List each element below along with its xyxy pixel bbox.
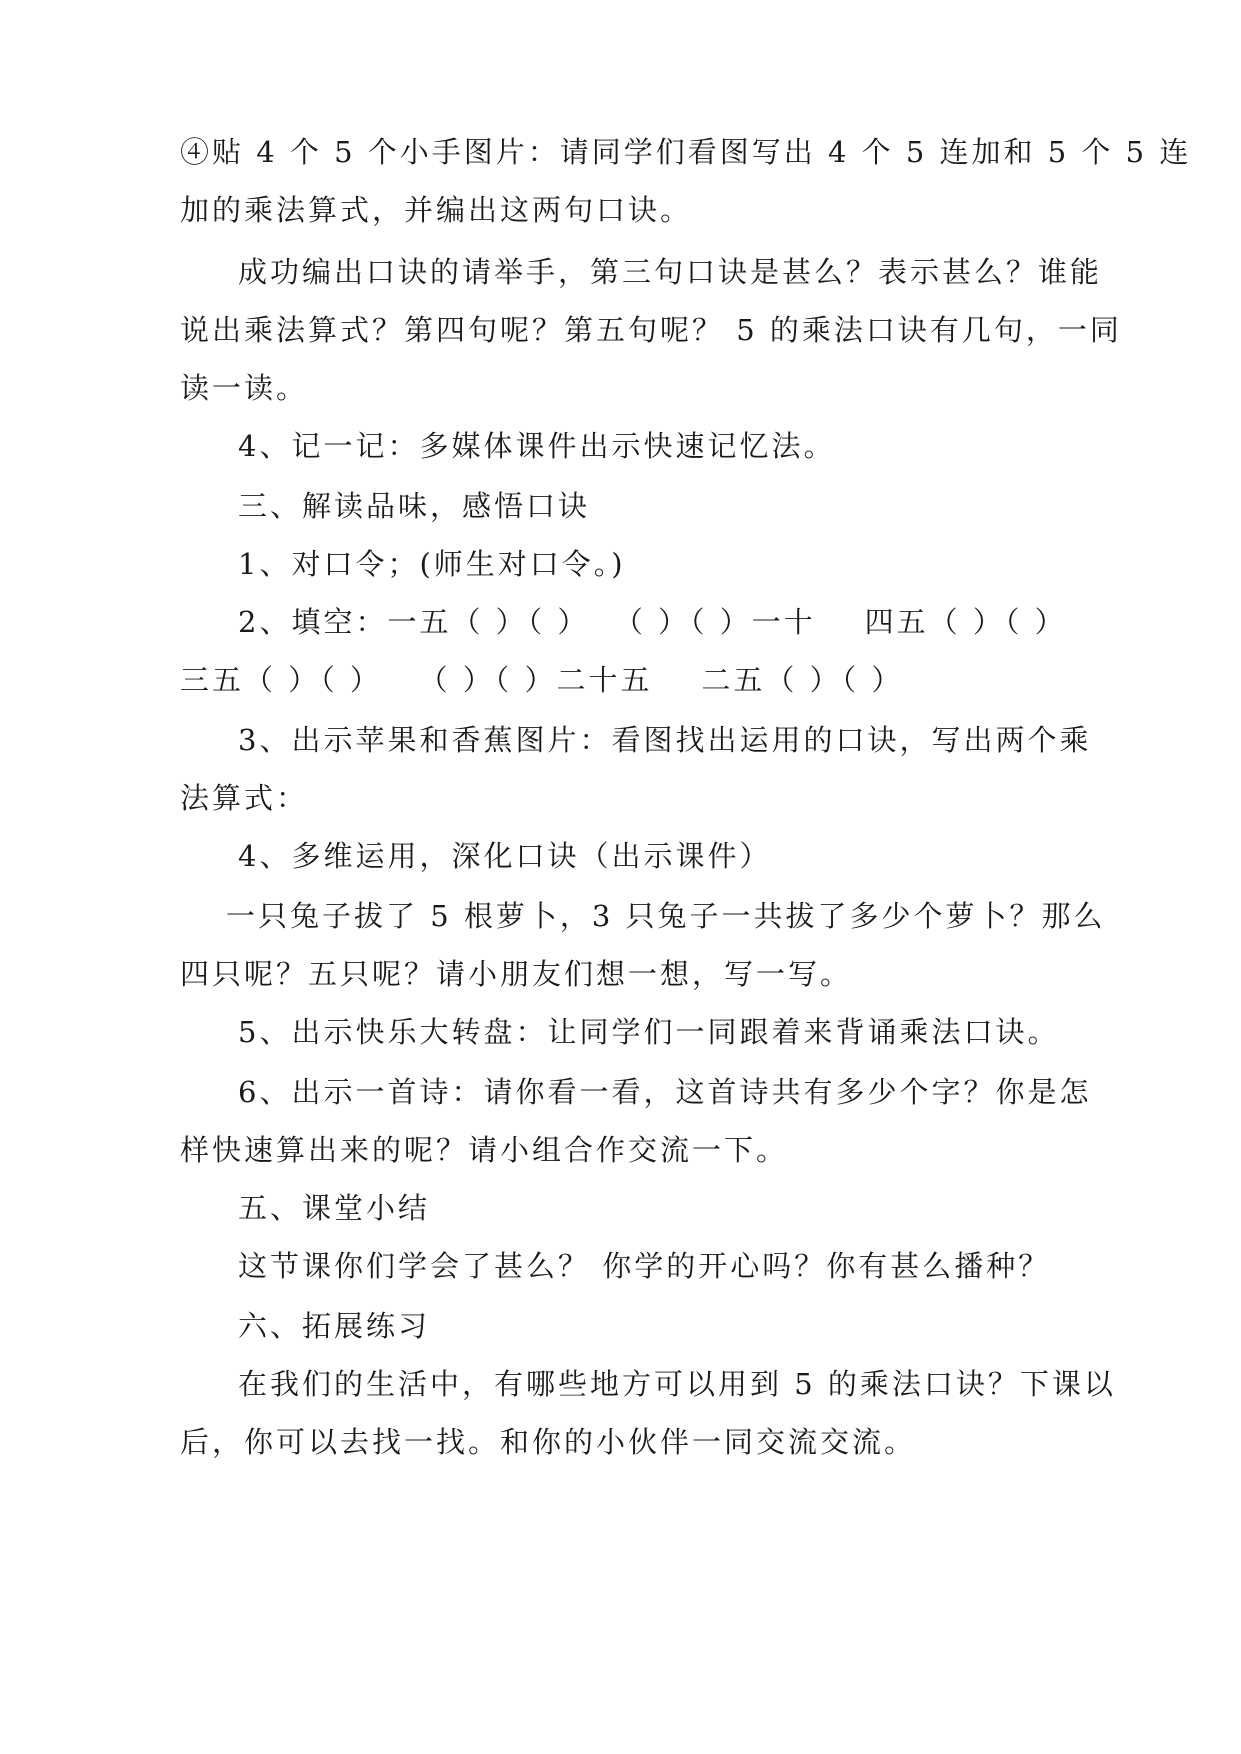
- paragraph-line: 样快速算出来的呢？请小组合作交流一下。: [180, 1133, 789, 1167]
- paragraph-line: 6、出示一首诗：请你看一看，这首诗共有多少个字？你是怎: [238, 1075, 1092, 1109]
- section-heading: 三、解读品味，感悟口诀: [238, 489, 591, 523]
- section-heading: 六、拓展练习: [238, 1309, 431, 1343]
- paragraph-line: ④贴 4 个 5 个小手图片：请同学们看图写出 4 个 5 连加和 5 个 5 连: [180, 135, 1192, 169]
- paragraph-line: 四只呢？五只呢？请小朋友们想一想，写一写。: [180, 957, 853, 991]
- paragraph-line: 在我们的生活中，有哪些地方可以用到 5 的乘法口诀？下课以: [238, 1367, 1116, 1401]
- paragraph-line: 读一读。: [180, 371, 309, 405]
- paragraph-line: 法算式：: [180, 781, 309, 815]
- section-heading: 五、课堂小结: [238, 1191, 431, 1225]
- paragraph-line: 1、对口令；(师生对口令。): [238, 547, 626, 581]
- paragraph-line: 5、出示快乐大转盘：让同学们一同跟着来背诵乘法口诀。: [238, 1015, 1060, 1049]
- paragraph-line: 3、出示苹果和香蕉图片：看图找出运用的口诀，写出两个乘: [238, 723, 1092, 757]
- paragraph-line: 后，你可以去找一找。和你的小伙伴一同交流交流。: [180, 1425, 917, 1459]
- paragraph-line: 这节课你们学会了甚么？ 你学的开心吗？你有甚么播种？: [238, 1249, 1051, 1283]
- paragraph-line: 2、填空：一五（ ）（ ） （ ）（ ）一十 四五（ ）（ ）: [238, 605, 1067, 639]
- paragraph-line: 4、多维运用，深化口诀（出示课件）: [238, 839, 772, 873]
- paragraph-line: 说出乘法算式？第四句呢？第五句呢？ 5 的乘法口诀有几句，一同: [180, 313, 1122, 347]
- paragraph-line: 4、记一记：多媒体课件出示快速记忆法。: [238, 429, 836, 463]
- paragraph-line: 成功编出口诀的请举手，第三句口诀是甚么？表示甚么？谁能: [238, 255, 1103, 289]
- paragraph-line: 三五（ ）（ ） （ ）（ ）二十五 二五（ ）（ ）: [180, 663, 904, 697]
- paragraph-line: 加的乘法算式，并编出这两句口诀。: [180, 193, 693, 227]
- paragraph-line: 一只兔子拔了 5 根萝卜，3 只兔子一共拔了多少个萝卜？那么: [226, 899, 1106, 933]
